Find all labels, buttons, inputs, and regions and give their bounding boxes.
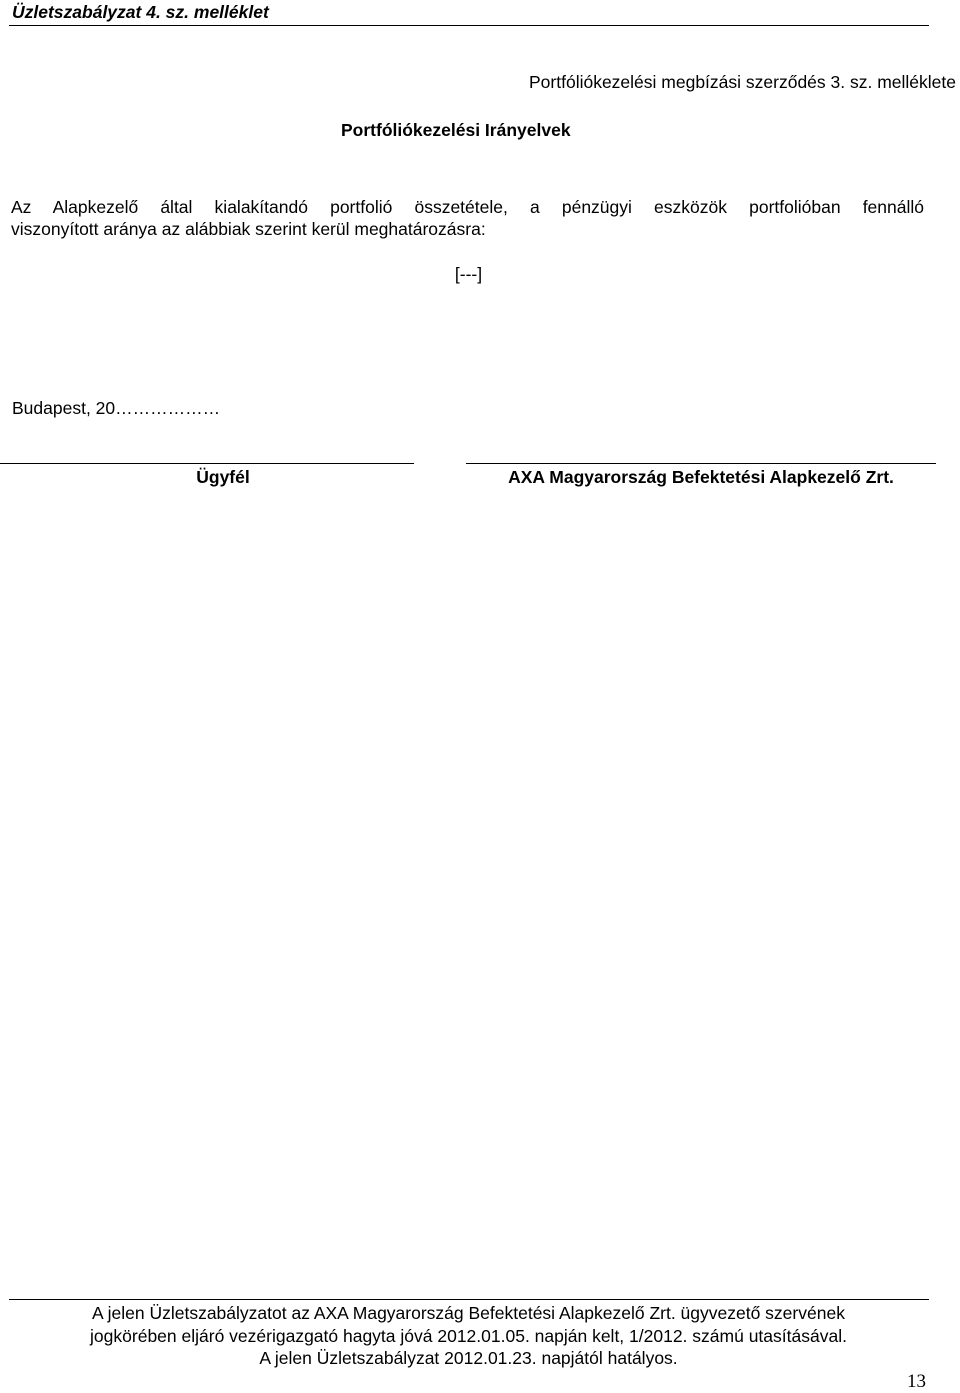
- document-title: Portfóliókezelési Irányelvek: [341, 120, 571, 140]
- footer-divider: [9, 1299, 929, 1300]
- body-paragraph: [11, 196, 924, 240]
- company-signature-label: AXA Magyarország Befektetési Alapkezelő Zrt.: [508, 467, 894, 487]
- footer-line-1: A jelen Üzletszabályzatot az AXA Magyarország Befektetési Alapkezelő Zrt. ügyvezető szervének: [92, 1303, 845, 1323]
- header-divider: [9, 25, 929, 26]
- footer-note: [0, 1302, 937, 1370]
- company-signature-line: [466, 463, 936, 464]
- header-title: Üzletszabályzat 4. sz. melléklet: [12, 2, 269, 22]
- body-line-1: Az Alapkezelő által kialakítandó portfolió összetétele, a pénzügyi eszközök portfolióban fennálló: [11, 197, 924, 217]
- footer-line-3: A jelen Üzletszabályzat 2012.01.23. napjától hatályos.: [259, 1348, 678, 1368]
- annex-reference: Portfóliókezelési megbízási szerződés 3. sz. melléklete: [529, 72, 956, 92]
- client-signature-line: [0, 463, 414, 464]
- place-date: Budapest, 20………………: [12, 398, 221, 418]
- body-line-2: viszonyított aránya az alábbiak szerint kerül meghatározásra:: [11, 219, 486, 239]
- footer-line-2: jogkörében eljáró vezérigazgató hagyta jóvá 2012.01.05. napján kelt, 1/2012. számú utasításával.: [90, 1325, 847, 1346]
- content-placeholder: [---]: [454, 264, 483, 284]
- client-signature-label: Ügyfél: [196, 467, 250, 487]
- page-number: 13: [907, 1371, 926, 1392]
